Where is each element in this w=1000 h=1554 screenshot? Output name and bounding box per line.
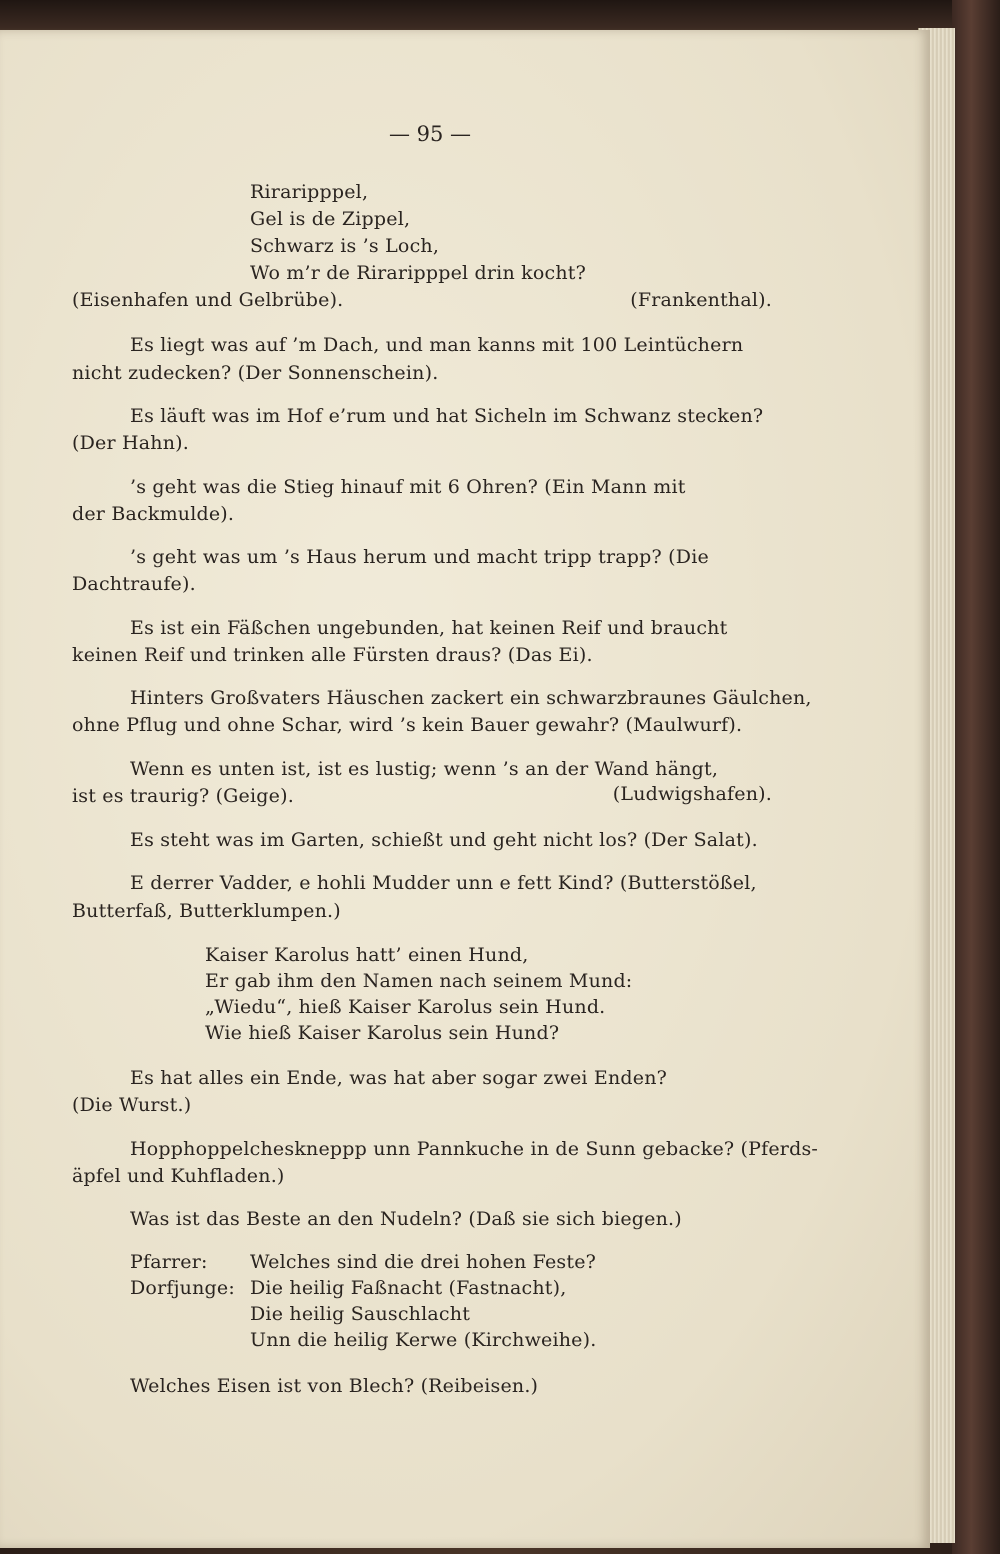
riddle-line: Wenn es unten ist, ist es lustig; wenn ’s an der Wand hängt,	[130, 758, 719, 780]
book-cover-edge	[952, 0, 1000, 1554]
dialog-text: Die heilig Sauschlacht	[250, 1303, 471, 1325]
riddle-line: Hopphoppelcheskneppp unn Pannkuche in de Sunn gebacke? (Pferds-	[130, 1138, 819, 1160]
dialog-text: Unn die heilig Kerwe (Kirchweihe).	[250, 1329, 597, 1351]
riddle-line: äpfel und Kuhfladen.)	[72, 1165, 285, 1187]
source-note: (Ludwigshafen).	[612, 783, 772, 805]
riddle-line: Dachtraufe).	[72, 573, 196, 595]
page-text	[0, 30, 930, 1548]
dialog-speaker: Pfarrer:	[130, 1251, 208, 1273]
page-number: — 95 —	[388, 122, 472, 146]
riddle-line: Es steht was im Garten, schießt und geht nicht los? (Der Salat).	[130, 829, 758, 851]
dialog-text: Die heilig Faßnacht (Fastnacht),	[250, 1277, 567, 1299]
riddle-line: Welches Eisen ist von Blech? (Reibeisen.)	[130, 1375, 539, 1397]
riddle-line: Es hat alles ein Ende, was hat aber sogar zwei Enden?	[130, 1067, 668, 1089]
riddle-line: Hinters Großvaters Häuschen zackert ein schwarzbraunes Gäulchen,	[130, 687, 812, 709]
source-note: (Frankenthal).	[630, 289, 772, 311]
riddle-line: ohne Pflug und ohne Schar, wird ’s kein Bauer gewahr? (Maulwurf).	[72, 714, 743, 736]
riddle-line: ist es traurig? (Geige).	[72, 785, 294, 807]
verse-line: „Wiedu“, hieß Kaiser Karolus sein Hund.	[205, 996, 606, 1018]
riddle-line: nicht zudecken? (Der Sonnenschein).	[72, 362, 439, 384]
verse-line: Kaiser Karolus hatt’ einen Hund,	[205, 944, 529, 966]
riddle-line: Was ist das Beste an den Nudeln? (Daß sie sich biegen.)	[130, 1208, 682, 1230]
riddle-line: Es läuft was im Hof e’rum und hat Sicheln im Schwanz stecken?	[130, 405, 764, 427]
book-page	[0, 30, 930, 1548]
riddle-line: Es ist ein Fäßchen ungebunden, hat keinen Reif und braucht	[130, 617, 728, 639]
riddle-line: E derrer Vadder, e hohli Mudder unn e fett Kind? (Butterstößel,	[130, 872, 757, 894]
riddle-line: keinen Reif und trinken alle Fürsten draus? (Das Ei).	[72, 644, 593, 666]
riddle-line: Butterfaß, Butterklumpen.)	[72, 900, 341, 922]
riddle-line: der Backmulde).	[72, 503, 235, 525]
riddle-line: (Die Wurst.)	[72, 1094, 192, 1116]
verse-line: Riraripppel,	[250, 181, 369, 203]
verse-line: Wie hieß Kaiser Karolus sein Hund?	[205, 1022, 560, 1044]
riddle-line: ’s geht was um ’s Haus herum und macht tripp trapp? (Die	[130, 546, 709, 568]
source-note: (Eisenhafen und Gelbrübe).	[72, 289, 344, 311]
verse-line: Wo m’r de Riraripppel drin kocht?	[250, 262, 586, 284]
verse-line: Schwarz is ’s Loch,	[250, 235, 440, 257]
verse-line: Er gab ihm den Namen nach seinem Mund:	[205, 970, 633, 992]
riddle-line: (Der Hahn).	[72, 432, 190, 454]
riddle-line: ’s geht was die Stieg hinauf mit 6 Ohren? (Ein Mann mit	[130, 476, 686, 498]
riddle-line: Es liegt was auf ’m Dach, und man kanns mit 100 Leintüchern	[130, 334, 744, 356]
verse-line: Gel is de Zippel,	[250, 208, 411, 230]
dialog-text: Welches sind die drei hohen Feste?	[250, 1251, 597, 1273]
dialog-speaker: Dorfjunge:	[130, 1277, 235, 1299]
